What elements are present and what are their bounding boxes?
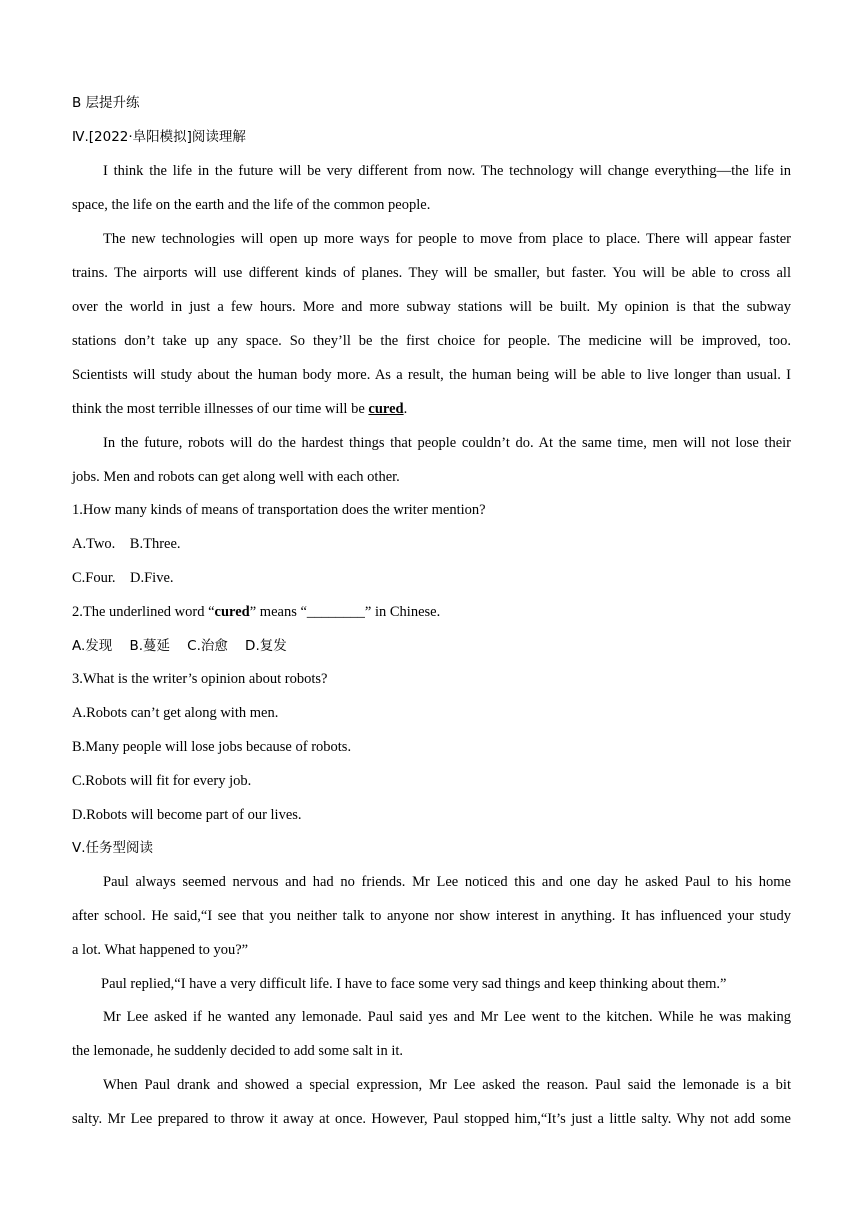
p5-para2: Paul replied,“I have a very difficult life. I have to face some very sad things and keep thinking about them.” (101, 976, 727, 992)
part4-heading: Ⅳ.[2022·阜阳模拟]阅读理解 (72, 129, 246, 145)
p4-para1-line2: space, the life on the earth and the life of the common people. (72, 197, 431, 213)
p4-para2-line6 (72, 399, 407, 419)
question-1-options-row1: A.Two. B.Three. (72, 536, 181, 552)
question-3: 3.What is the writer’s opinion about robots? (72, 671, 328, 687)
p5-para3-line1: Mr Lee asked if he wanted any lemonade. Paul said yes and Mr Lee went to the kitchen. While he was making (103, 1009, 791, 1025)
section-b-title: B 层提升练 (72, 95, 140, 111)
p5-para1-line2: after school. He said,“I see that you neither talk to anyone nor show interest in anything. It has influenced your study (72, 908, 791, 924)
question-2 (72, 602, 440, 622)
p4-para2-line1: The new technologies will open up more ways for people to move from place to place. There will appear faster (103, 231, 791, 247)
question-2-text-before: 2.The underlined word “ (72, 604, 215, 620)
p5-para4-line1: When Paul drank and showed a special expression, Mr Lee asked the reason. Paul said the lemonade is a bit (103, 1077, 791, 1093)
question-2-options: A.发现 B.蔓延 C.治愈 D.复发 (72, 638, 287, 654)
p4-para2-line6-text: think the most terrible illnesses of our time will be (72, 401, 369, 417)
question-3-option-a: A.Robots can’t get along with men. (72, 705, 279, 721)
p5-para3-line2: the lemonade, he suddenly decided to add some salt in it. (72, 1043, 404, 1059)
p4-para3-line1: In the future, robots will do the hardest things that people couldn’t do. At the same time, men will not lose their (103, 435, 791, 451)
p4-para3-line2: jobs. Men and robots can get along well with each other. (72, 469, 400, 485)
question-3-option-d: D.Robots will become part of our lives. (72, 807, 302, 823)
p5-para1-line1: Paul always seemed nervous and had no friends. Mr Lee noticed this and one day he asked Paul to his home (103, 874, 791, 890)
p5-para1-line3: a lot. What happened to you?” (72, 942, 249, 958)
question-3-option-c: C.Robots will fit for every job. (72, 773, 252, 789)
p5-para4-line2: salty. Mr Lee prepared to throw it away at once. However, Paul stopped him,“It’s just a little salty. Why not add some (72, 1111, 791, 1127)
p4-para1-line1: I think the life in the future will be very different from now. The technology will change everything—the life in (103, 163, 791, 179)
part5-heading: Ⅴ.任务型阅读 (72, 840, 154, 856)
underlined-word-cured: cured (368, 401, 404, 417)
p4-para2-line5: Scientists will study about the human body more. As a result, the human being will be able to live longer than usual. I (72, 367, 791, 383)
question-3-option-b: B.Many people will lose jobs because of robots. (72, 739, 352, 755)
question-1: 1.How many kinds of means of transportation does the writer mention? (72, 502, 486, 518)
p4-para2-line2: trains. The airports will use different kinds of planes. They will be smaller, but faster. You will be able to cross all (72, 265, 791, 281)
question-2-word: cured (214, 604, 250, 620)
question-2-text-after: ” means “________” in Chinese. (249, 604, 441, 620)
p4-para2-line6-end: . (403, 401, 408, 417)
p4-para2-line4: stations don’t take up any space. So they’ll be the first choice for people. The medicine will be improved, too. (72, 333, 791, 349)
p4-para2-line3: over the world in just a few hours. More and more subway stations will be built. My opinion is that the subway (72, 299, 791, 315)
question-1-options-row2: C.Four. D.Five. (72, 570, 174, 586)
